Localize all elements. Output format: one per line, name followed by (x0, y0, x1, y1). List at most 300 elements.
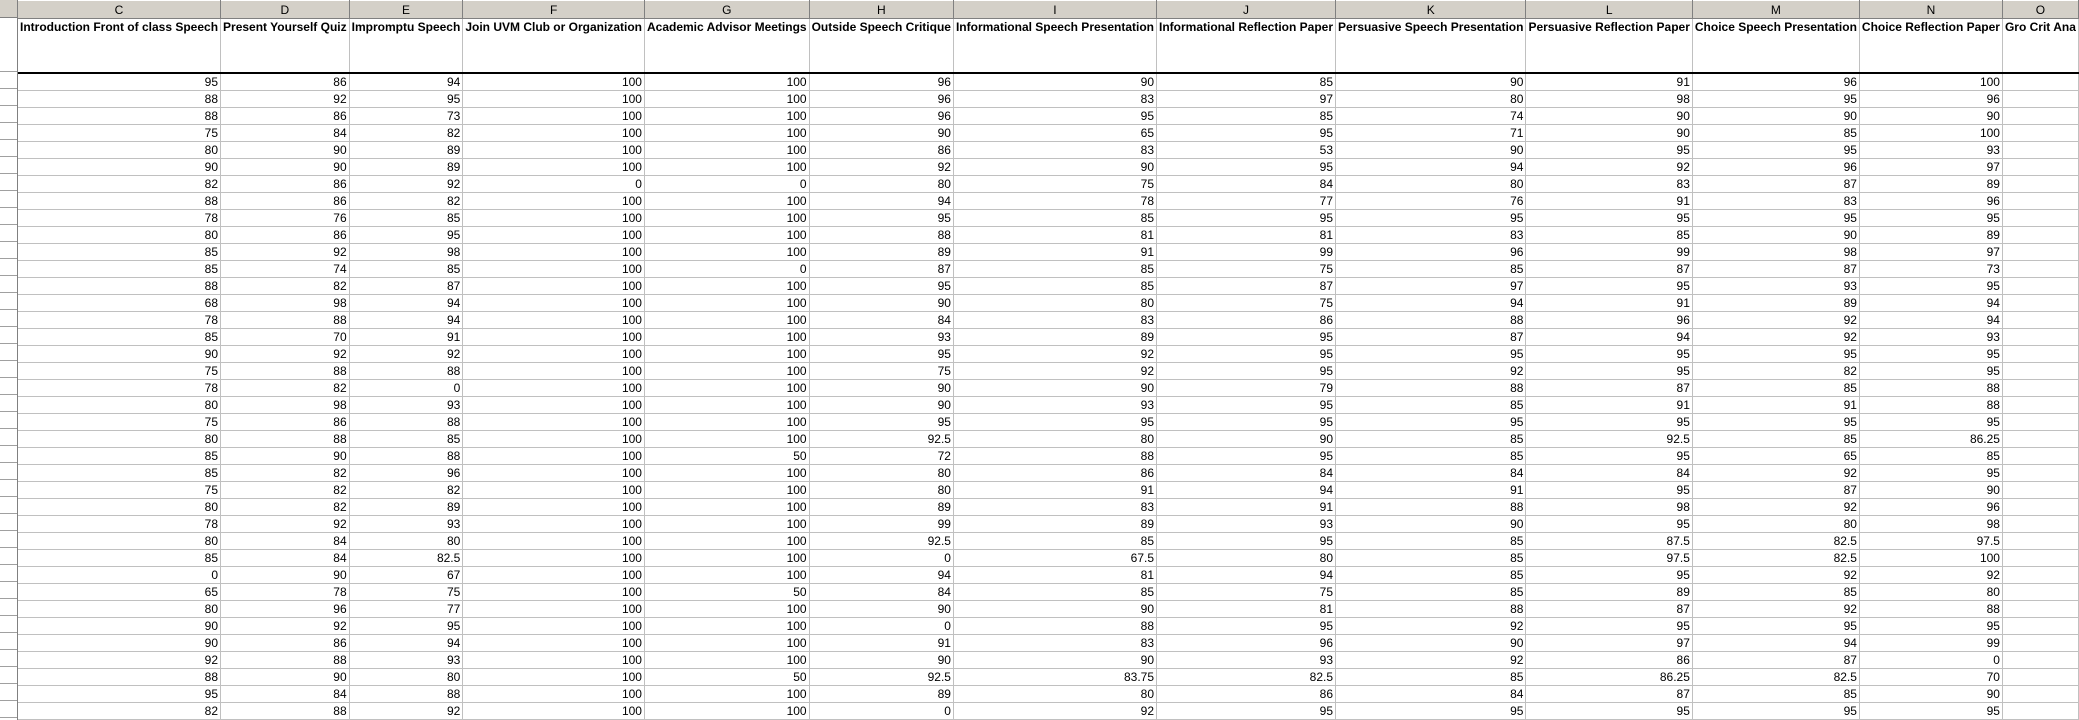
cell-d[interactable]: 86 (221, 192, 350, 209)
cell-f[interactable]: 100 (463, 668, 645, 685)
cell-j[interactable]: 85 (1157, 107, 1336, 124)
column-header-c[interactable]: C (18, 1, 221, 19)
cell-n[interactable]: 95 (1859, 617, 2002, 634)
cell-m[interactable]: 65 (1692, 447, 1859, 464)
cell-h[interactable]: 86 (809, 141, 953, 158)
header-cell-n[interactable]: Choice Reflection Paper (1859, 19, 2002, 73)
cell-c[interactable]: 80 (18, 141, 221, 158)
cell-d[interactable]: 82 (221, 481, 350, 498)
cell-i[interactable]: 81 (953, 226, 1156, 243)
cell-f[interactable]: 100 (463, 141, 645, 158)
cell-h[interactable]: 93 (809, 328, 953, 345)
cell-l[interactable]: 97 (1526, 634, 1692, 651)
cell-c[interactable]: 80 (18, 532, 221, 549)
cell-f[interactable]: 100 (463, 158, 645, 175)
cell-e[interactable]: 88 (349, 413, 463, 430)
cell-e[interactable]: 82 (349, 124, 463, 141)
cell-d[interactable]: 86 (221, 175, 350, 192)
cell-j[interactable]: 80 (1157, 549, 1336, 566)
cell-k[interactable]: 85 (1336, 260, 1526, 277)
cell-k[interactable]: 85 (1336, 396, 1526, 413)
cell-c[interactable]: 80 (18, 600, 221, 617)
cell-l[interactable]: 87.5 (1526, 532, 1692, 549)
cell-f[interactable]: 100 (463, 447, 645, 464)
cell-l[interactable]: 94 (1526, 328, 1692, 345)
cell-l[interactable]: 97.5 (1526, 549, 1692, 566)
cell-n[interactable]: 86.25 (1859, 430, 2002, 447)
cell-k[interactable]: 95 (1336, 345, 1526, 362)
cell-n[interactable]: 100 (1859, 549, 2002, 566)
cell-f[interactable]: 100 (463, 515, 645, 532)
cell-g[interactable]: 100 (644, 311, 809, 328)
row-header[interactable] (0, 361, 18, 378)
cell-d[interactable]: 84 (221, 124, 350, 141)
cell-g[interactable]: 100 (644, 73, 809, 91)
cell-n[interactable]: 95 (1859, 702, 2002, 719)
cell-n[interactable]: 88 (1859, 396, 2002, 413)
cell-e[interactable]: 93 (349, 396, 463, 413)
cell-l[interactable]: 98 (1526, 498, 1692, 515)
cell-l[interactable]: 91 (1526, 73, 1692, 91)
cell-d[interactable]: 86 (221, 107, 350, 124)
cell-n[interactable]: 98 (1859, 515, 2002, 532)
cell-i[interactable]: 85 (953, 260, 1156, 277)
cell-n[interactable]: 90 (1859, 685, 2002, 702)
cell-g[interactable]: 100 (644, 277, 809, 294)
cell-j[interactable]: 95 (1157, 345, 1336, 362)
cell-j[interactable]: 95 (1157, 617, 1336, 634)
cell-h[interactable]: 80 (809, 481, 953, 498)
cell-n[interactable]: 95 (1859, 209, 2002, 226)
cell-d[interactable]: 86 (221, 73, 350, 91)
column-header-i[interactable]: I (953, 1, 1156, 19)
cell-c[interactable]: 88 (18, 668, 221, 685)
cell-l[interactable]: 92 (1526, 158, 1692, 175)
cell-j[interactable]: 95 (1157, 362, 1336, 379)
cell-c[interactable]: 85 (18, 260, 221, 277)
cell-i[interactable]: 90 (953, 379, 1156, 396)
cell-o[interactable] (2002, 532, 2078, 549)
cell-d[interactable]: 88 (221, 651, 350, 668)
cell-m[interactable]: 95 (1692, 345, 1859, 362)
cell-k[interactable]: 91 (1336, 481, 1526, 498)
cell-k[interactable]: 96 (1336, 243, 1526, 260)
cell-k[interactable]: 76 (1336, 192, 1526, 209)
cell-i[interactable]: 90 (953, 651, 1156, 668)
column-header-d[interactable]: D (221, 1, 350, 19)
cell-h[interactable]: 94 (809, 192, 953, 209)
cell-c[interactable]: 82 (18, 175, 221, 192)
cell-o[interactable] (2002, 158, 2078, 175)
cell-g[interactable]: 100 (644, 379, 809, 396)
cell-g[interactable]: 100 (644, 328, 809, 345)
cell-h[interactable]: 96 (809, 107, 953, 124)
cell-f[interactable]: 100 (463, 583, 645, 600)
cell-h[interactable]: 90 (809, 651, 953, 668)
cell-j[interactable]: 95 (1157, 158, 1336, 175)
cell-h[interactable]: 92.5 (809, 668, 953, 685)
cell-l[interactable]: 95 (1526, 413, 1692, 430)
cell-c[interactable]: 75 (18, 124, 221, 141)
cell-e[interactable]: 94 (349, 311, 463, 328)
cell-j[interactable]: 94 (1157, 566, 1336, 583)
cell-m[interactable]: 85 (1692, 583, 1859, 600)
cell-j[interactable]: 95 (1157, 702, 1336, 719)
cell-i[interactable]: 88 (953, 617, 1156, 634)
cell-g[interactable]: 100 (644, 124, 809, 141)
column-header-h[interactable]: H (809, 1, 953, 19)
row-header[interactable] (0, 497, 18, 514)
cell-k[interactable]: 95 (1336, 413, 1526, 430)
cell-m[interactable]: 90 (1692, 226, 1859, 243)
cell-j[interactable]: 53 (1157, 141, 1336, 158)
cell-f[interactable]: 100 (463, 73, 645, 91)
cell-o[interactable] (2002, 107, 2078, 124)
header-cell-k[interactable]: Persuasive Speech Presentation (1336, 19, 1526, 73)
column-header-m[interactable]: M (1692, 1, 1859, 19)
cell-o[interactable] (2002, 447, 2078, 464)
cell-i[interactable]: 67.5 (953, 549, 1156, 566)
cell-c[interactable]: 78 (18, 209, 221, 226)
row-header[interactable] (0, 140, 18, 157)
cell-n[interactable]: 96 (1859, 498, 2002, 515)
cell-j[interactable]: 95 (1157, 447, 1336, 464)
cell-f[interactable]: 100 (463, 328, 645, 345)
cell-d[interactable]: 88 (221, 430, 350, 447)
cell-c[interactable]: 88 (18, 192, 221, 209)
cell-n[interactable]: 100 (1859, 73, 2002, 91)
cell-h[interactable]: 0 (809, 617, 953, 634)
cell-k[interactable]: 88 (1336, 600, 1526, 617)
cell-k[interactable]: 92 (1336, 362, 1526, 379)
cell-e[interactable]: 94 (349, 634, 463, 651)
cell-e[interactable]: 80 (349, 668, 463, 685)
row-header[interactable] (0, 412, 18, 429)
cell-i[interactable]: 83 (953, 311, 1156, 328)
cell-e[interactable]: 96 (349, 464, 463, 481)
cell-g[interactable]: 100 (644, 600, 809, 617)
cell-d[interactable]: 84 (221, 685, 350, 702)
cell-h[interactable]: 80 (809, 175, 953, 192)
cell-f[interactable]: 100 (463, 430, 645, 447)
cell-k[interactable]: 97 (1336, 277, 1526, 294)
cell-f[interactable]: 100 (463, 311, 645, 328)
cell-h[interactable]: 90 (809, 600, 953, 617)
cell-h[interactable]: 0 (809, 702, 953, 719)
header-cell-m[interactable]: Choice Speech Presentation (1692, 19, 1859, 73)
cell-h[interactable]: 84 (809, 311, 953, 328)
cell-m[interactable]: 85 (1692, 430, 1859, 447)
cell-c[interactable]: 95 (18, 685, 221, 702)
cell-l[interactable]: 95 (1526, 209, 1692, 226)
cell-h[interactable]: 72 (809, 447, 953, 464)
cell-e[interactable]: 98 (349, 243, 463, 260)
cell-m[interactable]: 91 (1692, 396, 1859, 413)
cell-d[interactable]: 86 (221, 226, 350, 243)
row-header[interactable] (0, 531, 18, 548)
cell-n[interactable]: 70 (1859, 668, 2002, 685)
cell-g[interactable]: 100 (644, 141, 809, 158)
cell-g[interactable]: 100 (644, 107, 809, 124)
cell-i[interactable]: 85 (953, 532, 1156, 549)
row-header[interactable] (0, 650, 18, 667)
cell-h[interactable]: 91 (809, 634, 953, 651)
header-cell-g[interactable]: Academic Advisor Meetings (644, 19, 809, 73)
cell-m[interactable]: 85 (1692, 685, 1859, 702)
cell-h[interactable]: 95 (809, 345, 953, 362)
cell-j[interactable]: 95 (1157, 209, 1336, 226)
cell-g[interactable]: 100 (644, 634, 809, 651)
cell-n[interactable]: 85 (1859, 447, 2002, 464)
cell-f[interactable]: 100 (463, 260, 645, 277)
cell-m[interactable]: 87 (1692, 175, 1859, 192)
cell-h[interactable]: 92 (809, 158, 953, 175)
cell-m[interactable]: 82.5 (1692, 668, 1859, 685)
cell-l[interactable]: 86 (1526, 651, 1692, 668)
cell-o[interactable] (2002, 175, 2078, 192)
cell-k[interactable]: 84 (1336, 685, 1526, 702)
cell-m[interactable]: 82 (1692, 362, 1859, 379)
row-header[interactable] (0, 191, 18, 208)
cell-j[interactable]: 96 (1157, 634, 1336, 651)
cell-d[interactable]: 96 (221, 600, 350, 617)
cell-o[interactable] (2002, 379, 2078, 396)
row-header[interactable] (0, 259, 18, 276)
cell-c[interactable]: 78 (18, 379, 221, 396)
cell-k[interactable]: 95 (1336, 209, 1526, 226)
row-header[interactable] (0, 514, 18, 531)
cell-e[interactable]: 88 (349, 362, 463, 379)
cell-k[interactable]: 88 (1336, 379, 1526, 396)
cell-l[interactable]: 96 (1526, 311, 1692, 328)
cell-i[interactable]: 89 (953, 328, 1156, 345)
cell-e[interactable]: 82 (349, 192, 463, 209)
row-header[interactable] (0, 174, 18, 191)
cell-i[interactable]: 86 (953, 464, 1156, 481)
cell-h[interactable]: 80 (809, 464, 953, 481)
cell-m[interactable]: 87 (1692, 260, 1859, 277)
cell-o[interactable] (2002, 634, 2078, 651)
cell-m[interactable]: 95 (1692, 209, 1859, 226)
cell-g[interactable]: 100 (644, 192, 809, 209)
cell-n[interactable]: 100 (1859, 124, 2002, 141)
cell-o[interactable] (2002, 396, 2078, 413)
cell-l[interactable]: 95 (1526, 515, 1692, 532)
cell-o[interactable] (2002, 685, 2078, 702)
cell-k[interactable]: 88 (1336, 311, 1526, 328)
cell-c[interactable]: 78 (18, 515, 221, 532)
cell-e[interactable]: 89 (349, 158, 463, 175)
cell-h[interactable]: 87 (809, 260, 953, 277)
cell-m[interactable]: 89 (1692, 294, 1859, 311)
cell-m[interactable]: 85 (1692, 379, 1859, 396)
cell-n[interactable]: 97 (1859, 158, 2002, 175)
cell-l[interactable]: 87 (1526, 379, 1692, 396)
cell-d[interactable]: 90 (221, 158, 350, 175)
cell-e[interactable]: 75 (349, 583, 463, 600)
row-header[interactable] (0, 18, 18, 72)
header-cell-i[interactable]: Informational Speech Presentation (953, 19, 1156, 73)
cell-c[interactable]: 0 (18, 566, 221, 583)
cell-o[interactable] (2002, 141, 2078, 158)
cell-f[interactable]: 100 (463, 566, 645, 583)
cell-c[interactable]: 78 (18, 311, 221, 328)
cell-g[interactable]: 50 (644, 668, 809, 685)
cell-e[interactable]: 0 (349, 379, 463, 396)
cell-e[interactable]: 92 (349, 702, 463, 719)
cell-i[interactable]: 65 (953, 124, 1156, 141)
cell-f[interactable]: 100 (463, 498, 645, 515)
row-header[interactable] (0, 565, 18, 582)
header-cell-o[interactable]: Gro Crit Ana (2002, 19, 2078, 73)
cell-k[interactable]: 85 (1336, 430, 1526, 447)
cell-c[interactable]: 85 (18, 447, 221, 464)
cell-h[interactable]: 90 (809, 379, 953, 396)
cell-k[interactable]: 87 (1336, 328, 1526, 345)
cell-j[interactable]: 75 (1157, 260, 1336, 277)
cell-g[interactable]: 100 (644, 651, 809, 668)
row-header[interactable] (0, 701, 18, 718)
cell-j[interactable]: 95 (1157, 124, 1336, 141)
cell-c[interactable]: 85 (18, 243, 221, 260)
cell-i[interactable]: 91 (953, 243, 1156, 260)
cell-i[interactable]: 85 (953, 209, 1156, 226)
cell-d[interactable]: 78 (221, 583, 350, 600)
column-header-g[interactable]: G (644, 1, 809, 19)
cell-d[interactable]: 84 (221, 532, 350, 549)
cell-e[interactable]: 88 (349, 685, 463, 702)
cell-k[interactable]: 94 (1336, 158, 1526, 175)
cell-f[interactable]: 100 (463, 345, 645, 362)
cell-l[interactable]: 99 (1526, 243, 1692, 260)
cell-m[interactable]: 95 (1692, 617, 1859, 634)
cell-k[interactable]: 85 (1336, 447, 1526, 464)
cell-n[interactable]: 92 (1859, 566, 2002, 583)
cell-h[interactable]: 96 (809, 90, 953, 107)
cell-n[interactable]: 94 (1859, 294, 2002, 311)
cell-e[interactable]: 95 (349, 226, 463, 243)
cell-e[interactable]: 95 (349, 90, 463, 107)
cell-d[interactable]: 92 (221, 90, 350, 107)
cell-g[interactable]: 100 (644, 158, 809, 175)
cell-k[interactable]: 85 (1336, 566, 1526, 583)
cell-l[interactable]: 87 (1526, 685, 1692, 702)
cell-j[interactable]: 95 (1157, 413, 1336, 430)
cell-d[interactable]: 90 (221, 566, 350, 583)
cell-g[interactable]: 100 (644, 396, 809, 413)
cell-i[interactable]: 83 (953, 634, 1156, 651)
cell-o[interactable] (2002, 226, 2078, 243)
cell-o[interactable] (2002, 362, 2078, 379)
cell-m[interactable]: 87 (1692, 481, 1859, 498)
row-header[interactable] (0, 599, 18, 616)
cell-d[interactable]: 92 (221, 515, 350, 532)
cell-c[interactable]: 75 (18, 362, 221, 379)
cell-n[interactable]: 95 (1859, 345, 2002, 362)
cell-h[interactable]: 90 (809, 396, 953, 413)
cell-e[interactable]: 93 (349, 651, 463, 668)
cell-e[interactable]: 92 (349, 345, 463, 362)
cell-l[interactable]: 87 (1526, 260, 1692, 277)
cell-m[interactable]: 85 (1692, 124, 1859, 141)
column-header-j[interactable]: J (1157, 1, 1336, 19)
cell-h[interactable]: 95 (809, 277, 953, 294)
cell-e[interactable]: 88 (349, 447, 463, 464)
cell-o[interactable] (2002, 481, 2078, 498)
cell-k[interactable]: 84 (1336, 464, 1526, 481)
cell-d[interactable]: 92 (221, 617, 350, 634)
cell-c[interactable]: 88 (18, 277, 221, 294)
header-cell-l[interactable]: Persuasive Reflection Paper (1526, 19, 1692, 73)
cell-m[interactable]: 83 (1692, 192, 1859, 209)
cell-g[interactable]: 100 (644, 226, 809, 243)
cell-g[interactable]: 100 (644, 464, 809, 481)
row-header[interactable] (0, 633, 18, 650)
cell-e[interactable]: 89 (349, 498, 463, 515)
cell-i[interactable]: 85 (953, 583, 1156, 600)
cell-h[interactable]: 92.5 (809, 430, 953, 447)
cell-n[interactable]: 90 (1859, 481, 2002, 498)
cell-n[interactable]: 97.5 (1859, 532, 2002, 549)
cell-d[interactable]: 98 (221, 396, 350, 413)
cell-i[interactable]: 92 (953, 362, 1156, 379)
cell-f[interactable]: 100 (463, 124, 645, 141)
column-header-f[interactable]: F (463, 1, 645, 19)
cell-o[interactable] (2002, 600, 2078, 617)
cell-j[interactable]: 81 (1157, 600, 1336, 617)
cell-l[interactable]: 95 (1526, 481, 1692, 498)
cell-f[interactable]: 100 (463, 617, 645, 634)
cell-d[interactable]: 90 (221, 447, 350, 464)
cell-c[interactable]: 68 (18, 294, 221, 311)
cell-n[interactable]: 99 (1859, 634, 2002, 651)
cell-m[interactable]: 82.5 (1692, 532, 1859, 549)
cell-o[interactable] (2002, 651, 2078, 668)
cell-o[interactable] (2002, 209, 2078, 226)
cell-g[interactable]: 100 (644, 430, 809, 447)
cell-l[interactable]: 95 (1526, 617, 1692, 634)
cell-k[interactable]: 85 (1336, 583, 1526, 600)
cell-c[interactable]: 85 (18, 328, 221, 345)
cell-m[interactable]: 92 (1692, 328, 1859, 345)
cell-g[interactable]: 100 (644, 90, 809, 107)
row-header[interactable] (0, 293, 18, 310)
header-cell-j[interactable]: Informational Reflection Paper (1157, 19, 1336, 73)
cell-c[interactable]: 65 (18, 583, 221, 600)
cell-j[interactable]: 94 (1157, 481, 1336, 498)
cell-l[interactable]: 86.25 (1526, 668, 1692, 685)
cell-i[interactable]: 92 (953, 702, 1156, 719)
row-header[interactable] (0, 548, 18, 565)
row-header[interactable] (0, 446, 18, 463)
cell-k[interactable]: 94 (1336, 294, 1526, 311)
cell-f[interactable]: 100 (463, 90, 645, 107)
cell-j[interactable]: 95 (1157, 328, 1336, 345)
cell-l[interactable]: 95 (1526, 141, 1692, 158)
row-header[interactable] (0, 344, 18, 361)
row-header[interactable] (0, 327, 18, 344)
cell-d[interactable]: 82 (221, 464, 350, 481)
cell-j[interactable]: 87 (1157, 277, 1336, 294)
cell-o[interactable] (2002, 192, 2078, 209)
cell-g[interactable]: 0 (644, 175, 809, 192)
cell-e[interactable]: 91 (349, 328, 463, 345)
cell-c[interactable]: 85 (18, 549, 221, 566)
cell-n[interactable]: 95 (1859, 277, 2002, 294)
cell-n[interactable]: 73 (1859, 260, 2002, 277)
cell-m[interactable]: 92 (1692, 311, 1859, 328)
cell-i[interactable]: 90 (953, 158, 1156, 175)
